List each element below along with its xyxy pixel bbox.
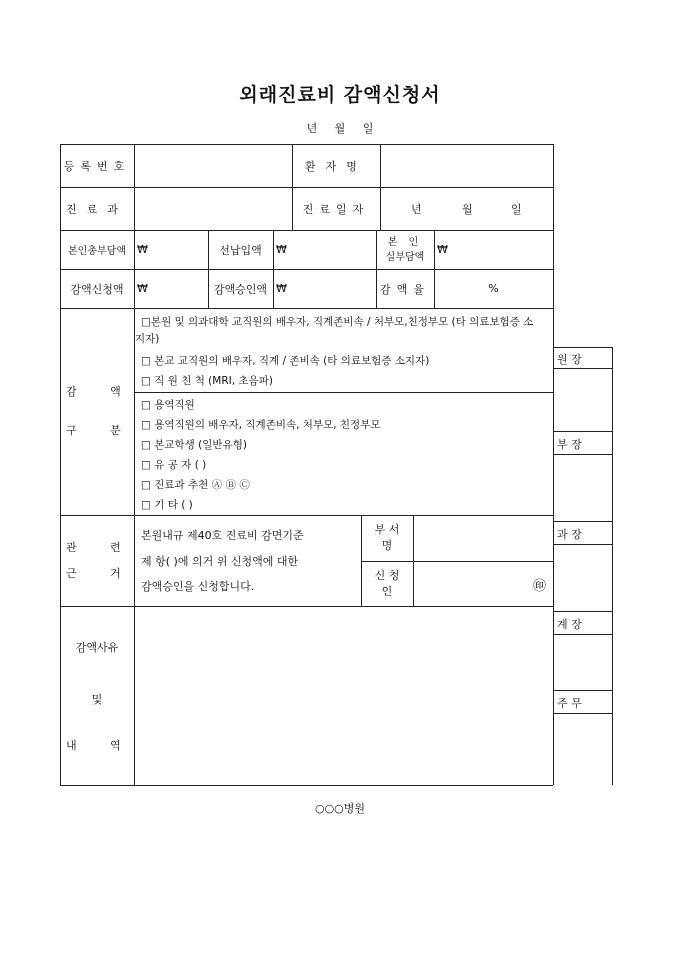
dept-head-line2: 명 xyxy=(381,539,393,552)
dept-head-line1: 부 서 xyxy=(374,523,400,536)
won-sign: ₩ xyxy=(276,282,287,295)
self-total-field[interactable] xyxy=(137,230,207,269)
actual-payment-field[interactable] xyxy=(437,230,552,269)
approval-line xyxy=(553,368,612,369)
approved-field[interactable] xyxy=(276,269,375,308)
approval-director xyxy=(557,351,612,367)
reg-no-field[interactable] xyxy=(135,145,291,187)
won-sign: ₩ xyxy=(137,243,148,256)
table-border-right xyxy=(553,144,554,785)
percent-sign: % xyxy=(488,282,499,295)
approval-chief xyxy=(557,616,612,632)
basis-label-text2: 근 거 xyxy=(66,567,121,580)
category-option-cont: 지자) xyxy=(135,333,160,345)
approval-border-right xyxy=(612,347,613,785)
actual-label-line1: 본 인 xyxy=(387,236,423,248)
basis-text-line2: 제 항( )에 의거 위 신청액에 대한 xyxy=(141,555,299,568)
approval-line xyxy=(553,454,612,455)
reason-label-line2: 및 xyxy=(91,693,103,706)
reason-label-text3: 내 역 xyxy=(66,739,121,752)
approval-line xyxy=(553,713,612,714)
applicant-line2: 인 xyxy=(381,584,393,598)
approval-deputy xyxy=(557,436,612,452)
patient-name-label: 환자명 xyxy=(305,159,367,173)
actual-payment-label xyxy=(376,230,434,269)
self-total-label: 본인총부담액 xyxy=(68,246,126,257)
won-sign: ₩ xyxy=(437,243,448,256)
approval-line xyxy=(553,611,612,612)
rate-label: 감액율 xyxy=(380,282,430,296)
visit-month: 월 xyxy=(462,203,473,216)
category-option[interactable]: □본원 및 의과대학 교직원의 배우자, 직계존비속 / 처부모,친정부모 (타 의료보험증 소 xyxy=(141,316,534,328)
dept-field[interactable] xyxy=(135,188,291,230)
basis-text-line1: 본원내규 제40호 진료비 감면기준 xyxy=(141,529,304,542)
category-option[interactable]: □ 용역직원의 배우자, 직계존비속, 처부모, 친정부모 xyxy=(141,419,381,431)
visit-date-field[interactable] xyxy=(381,188,552,230)
basis-label-line1 xyxy=(66,540,128,554)
category-label-text1: 감 액 xyxy=(66,385,121,398)
reason-field[interactable] xyxy=(135,607,552,784)
requested-field[interactable] xyxy=(137,269,207,308)
category-option[interactable]: □ 유 공 자 ( ) xyxy=(141,459,207,471)
visit-year: 년 xyxy=(411,203,422,216)
category-label-line2 xyxy=(66,423,128,437)
date-line: 년 월 일 xyxy=(306,122,374,135)
visit-day: 일 xyxy=(511,203,522,216)
won-sign: ₩ xyxy=(137,282,148,295)
won-sign: ₩ xyxy=(276,243,287,256)
category-option[interactable]: □ 직 원 친 척 (MRI, 초음파) xyxy=(141,375,273,387)
reason-label-line3 xyxy=(66,738,128,752)
category-label-text2: 구 분 xyxy=(66,424,121,437)
category-option[interactable]: □ 진료과 추천 Ⓐ Ⓑ Ⓒ xyxy=(141,479,250,491)
visit-date-label: 진료일자 xyxy=(302,202,370,216)
prepaid-field[interactable] xyxy=(276,230,375,269)
dept-head-label xyxy=(361,515,413,561)
category-divider xyxy=(134,392,553,393)
approval-officer xyxy=(557,695,612,711)
hospital-name: ○○○병원 xyxy=(314,802,366,815)
reg-no-label: 등록번호 xyxy=(63,159,131,173)
form-title: 외래진료비 감액신청서 xyxy=(239,84,441,106)
dept-label: 진료과 xyxy=(66,202,128,216)
category-option[interactable]: □ 기 타 ( ) xyxy=(141,499,193,511)
category-label-line1 xyxy=(66,384,128,398)
rate-field[interactable] xyxy=(435,269,552,308)
category-option[interactable]: □ 용역직원 xyxy=(141,399,195,411)
dept-head-field[interactable] xyxy=(414,516,552,560)
approval-line xyxy=(553,634,612,635)
approval-line xyxy=(553,690,612,691)
applicant-line1: 신 청 xyxy=(374,568,400,582)
approval-line xyxy=(553,544,612,545)
approval-deputy-label: 부 장 xyxy=(557,438,582,451)
approval-line xyxy=(553,431,612,432)
seal-mark: ㊞ xyxy=(532,578,546,594)
category-option[interactable]: □ 본교학생 (일반유형) xyxy=(141,439,247,451)
approved-label: 감액승인액 xyxy=(213,282,268,296)
approval-section xyxy=(557,526,612,542)
patient-name-field[interactable] xyxy=(381,145,552,187)
requested-label: 감액신청액 xyxy=(70,282,124,296)
prepaid-label: 선납입액 xyxy=(219,243,262,257)
approval-officer-label: 주 무 xyxy=(557,697,582,710)
approval-line xyxy=(553,347,612,348)
applicant-label xyxy=(361,561,413,606)
reason-label-line1: 감액사유 xyxy=(75,641,119,654)
basis-label-text1: 관 련 xyxy=(66,541,121,554)
basis-text-line3: 감액승인을 신청합니다. xyxy=(141,580,255,593)
col-divider xyxy=(273,230,274,308)
actual-label-line2: 실부담액 xyxy=(385,251,425,263)
applicant-field[interactable] xyxy=(414,562,552,606)
approval-chief-label: 계 장 xyxy=(557,618,582,631)
basis-label-line2 xyxy=(66,566,128,580)
approval-line xyxy=(553,521,612,522)
category-option[interactable]: □ 본교 교직원의 배우자, 직계 / 존비속 (타 의료보험증 소지자) xyxy=(141,355,430,367)
approval-director-label: 원 장 xyxy=(557,353,582,366)
table-border-bottom xyxy=(60,785,553,786)
approval-section-label: 과 장 xyxy=(557,528,582,541)
